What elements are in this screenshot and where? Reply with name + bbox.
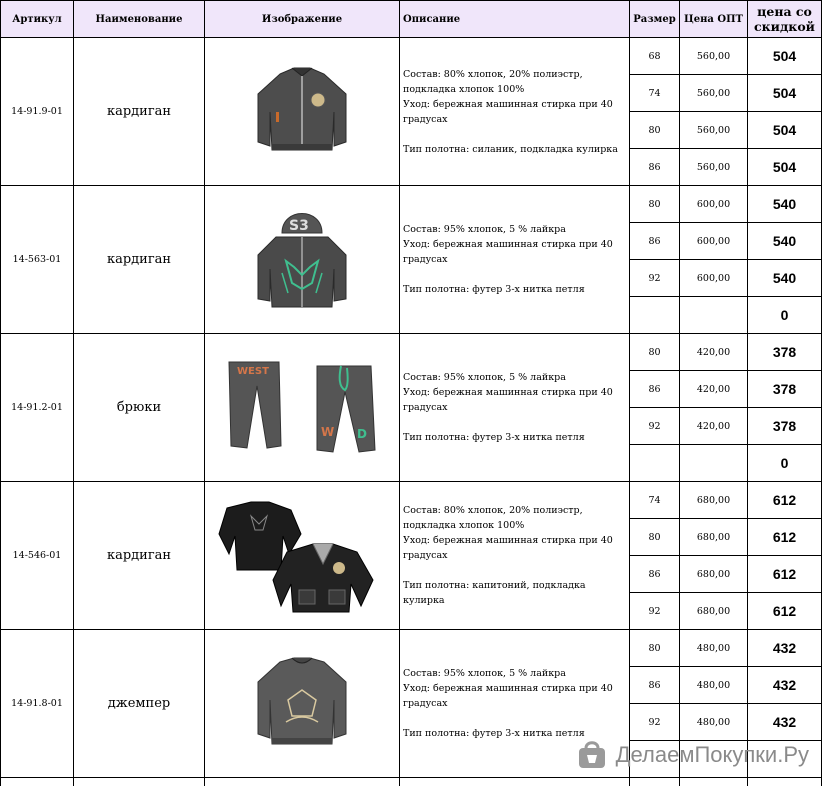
price-discount-cell: 432 (748, 667, 822, 704)
article-cell: 14-546-01 (1, 482, 74, 630)
header-article: Артикул (1, 1, 74, 38)
hooded-bull-cardigan-icon (242, 203, 362, 313)
price-opt-cell: 480,00 (680, 667, 748, 704)
description-line: Тип полотна: капитоний, подкладка кулирка (403, 578, 629, 608)
name-cell: кардиган (74, 482, 205, 630)
description-line: Тип полотна: футер 3-х нитка петля (403, 726, 629, 741)
description-line: Уход: бережная машинная стирка при 40 (403, 237, 629, 252)
name-cell: брюки (74, 334, 205, 482)
price-discount-cell: 504 (748, 38, 822, 75)
table-row (1, 630, 822, 667)
table-row (1, 334, 822, 371)
svg-text:S3: S3 (289, 218, 309, 234)
svg-text:W: W (321, 425, 334, 439)
size-cell: 86 (630, 667, 680, 704)
svg-text:WEST: WEST (237, 366, 269, 377)
size-cell: 74 (630, 482, 680, 519)
description-line: Уход: бережная машинная стирка при 40 (403, 97, 629, 112)
shopping-bag-logo-icon (576, 740, 608, 770)
price-opt-cell: 420,00 (680, 371, 748, 408)
price-opt-cell: 560,00 (680, 149, 748, 186)
size-cell: 86 (630, 556, 680, 593)
name-cell: джемпер (74, 630, 205, 778)
price-opt-cell: 560,00 (680, 112, 748, 149)
size-cell (630, 297, 680, 334)
size-cell: 92 (630, 260, 680, 297)
price-opt-cell: 600,00 (680, 223, 748, 260)
svg-text:D: D (357, 427, 367, 441)
price-opt-cell: 480,00 (680, 704, 748, 741)
image-cell (205, 334, 400, 482)
description-line: Тип полотна: футер 3-х нитка петля (403, 430, 629, 445)
table-row (1, 186, 822, 223)
image-cell (205, 630, 400, 778)
size-cell: 86 (630, 223, 680, 260)
name-cell: кардиган (74, 186, 205, 334)
description-line: Уход: бережная машинная стирка при 40 (403, 385, 629, 400)
price-discount-cell: 612 (748, 556, 822, 593)
price-discount-cell: 540 (748, 186, 822, 223)
price-opt-cell: 680,00 (680, 593, 748, 630)
size-cell: 80 (630, 186, 680, 223)
price-discount-cell: 378 (748, 334, 822, 371)
header-name: Наименование (74, 1, 205, 38)
price-opt-cell: 680,00 (680, 519, 748, 556)
price-discount-cell: 540 (748, 223, 822, 260)
header-size: Размер (630, 1, 680, 38)
gray-zip-cardigan-icon (242, 60, 362, 160)
size-cell: 80 (630, 112, 680, 149)
description-line: Тип полотна: футер 3-х нитка петля (403, 282, 629, 297)
description-line: градусах (403, 548, 629, 563)
price-discount-cell: 378 (748, 371, 822, 408)
price-discount-cell: 612 (748, 593, 822, 630)
description-line: Состав: 95% хлопок, 5 % лайкра (403, 370, 629, 385)
price-opt-cell: 420,00 (680, 334, 748, 371)
description-line: градусах (403, 112, 629, 127)
price-opt-cell: 600,00 (680, 186, 748, 223)
price-opt-cell (680, 445, 748, 482)
description-line: Состав: 95% хлопок, 5 % лайкра (403, 666, 629, 681)
black-blazer-cardigan-icon (217, 494, 387, 614)
price-discount-cell: 612 (748, 519, 822, 556)
price-opt-cell: 680,00 (680, 556, 748, 593)
watermark-text: ДелаемПокупки.Ру (616, 742, 809, 768)
price-discount-cell: 504 (748, 149, 822, 186)
size-cell: 92 (630, 593, 680, 630)
description-line: подкладка хлопок 100% (403, 518, 629, 533)
size-cell: 80 (630, 519, 680, 556)
price-opt-cell: 560,00 (680, 38, 748, 75)
header-price-discount: цена со скидкой (748, 1, 822, 38)
size-cell: 80 (630, 334, 680, 371)
description-line: градусах (403, 252, 629, 267)
price-discount-cell: 504 (748, 75, 822, 112)
price-discount-cell: 432 (748, 630, 822, 667)
header-image: Изображение (205, 1, 400, 38)
size-cell: 86 (630, 371, 680, 408)
price-discount-cell: 0 (748, 297, 822, 334)
name-cell: кардиган (74, 38, 205, 186)
description-cell (400, 334, 630, 482)
description-line: Уход: бережная машинная стирка при 40 (403, 533, 629, 548)
size-cell: 74 (630, 75, 680, 112)
image-cell (205, 38, 400, 186)
article-cell: 14-91.8-01 (1, 630, 74, 778)
header-row (1, 1, 822, 38)
article-cell: 14-91.2-01 (1, 334, 74, 482)
description-line: Состав: 80% хлопок, 20% полиэстр, (403, 503, 629, 518)
price-opt-cell: 560,00 (680, 75, 748, 112)
table-row (1, 482, 822, 519)
size-cell: 86 (630, 149, 680, 186)
description-line: Тип полотна: силаник, подкладка кулирка (403, 142, 629, 157)
article-cell: 14-563-01 (1, 186, 74, 334)
price-discount-cell: 0 (748, 445, 822, 482)
price-discount-cell: 612 (748, 482, 822, 519)
description-line: градусах (403, 696, 629, 711)
description-line: Состав: 80% хлопок, 20% полиэстр, (403, 67, 629, 82)
article-cell: 14-91.9-01 (1, 38, 74, 186)
header-price-opt: Цена ОПТ (680, 1, 748, 38)
header-description: Описание (400, 1, 630, 38)
price-discount-cell: 504 (748, 112, 822, 149)
price-discount-cell: 432 (748, 704, 822, 741)
description-line: Уход: бережная машинная стирка при 40 (403, 681, 629, 696)
price-opt-cell: 420,00 (680, 408, 748, 445)
size-cell: 80 (630, 630, 680, 667)
price-opt-cell: 680,00 (680, 482, 748, 519)
table-row (1, 38, 822, 75)
price-opt-cell: 600,00 (680, 260, 748, 297)
size-cell (630, 445, 680, 482)
size-cell: 92 (630, 408, 680, 445)
price-discount-cell: 540 (748, 260, 822, 297)
description-cell (400, 38, 630, 186)
image-cell (205, 186, 400, 334)
watermark (576, 740, 809, 770)
image-cell (205, 482, 400, 630)
description-cell (400, 186, 630, 334)
description-line: градусах (403, 400, 629, 415)
description-line: подкладка хлопок 100% (403, 82, 629, 97)
description-cell (400, 482, 630, 630)
size-cell: 92 (630, 704, 680, 741)
price-discount-cell: 378 (748, 408, 822, 445)
description-line: Состав: 95% хлопок, 5 % лайкра (403, 222, 629, 237)
size-cell: 68 (630, 38, 680, 75)
price-opt-cell (680, 297, 748, 334)
gray-trousers-icon (217, 356, 387, 456)
gray-jumper-icon (242, 652, 362, 752)
price-opt-cell: 480,00 (680, 630, 748, 667)
